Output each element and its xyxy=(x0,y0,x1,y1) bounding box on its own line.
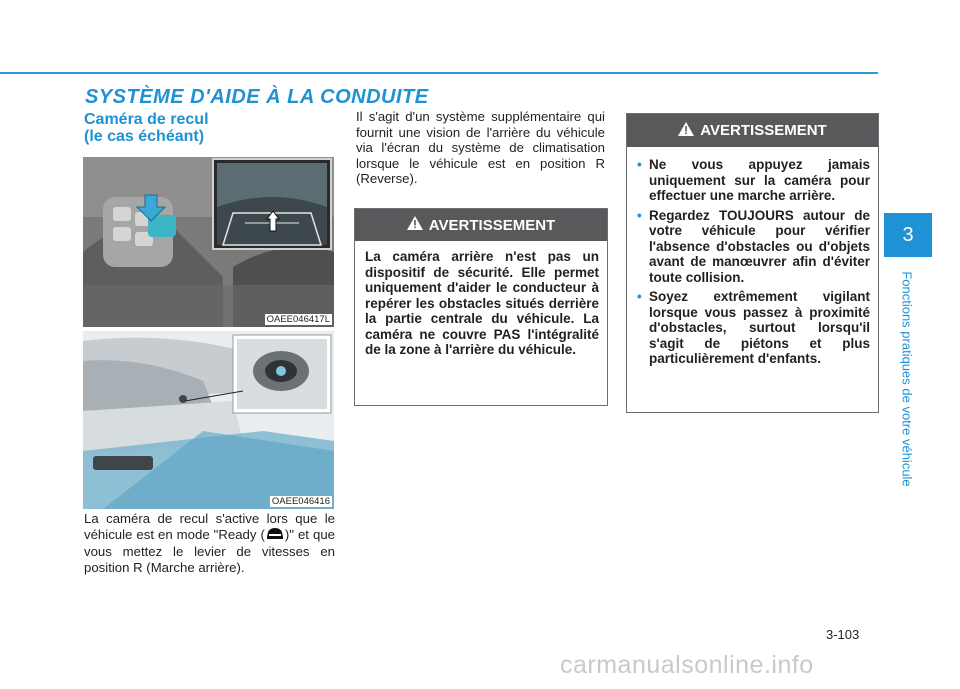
warning-text-1: La caméra arrière n'est pas un dispositif de sécurité. Elle permet uniquement d'aider le conducteur à repérer les obstacles situés derrière la partie centrale du véhicule. La caméra ne couvre PAS l'intégralité de la zone à l'arrière du véhicule. xyxy=(365,249,599,357)
warning-triangle-icon xyxy=(678,122,694,140)
photo2-caption: OAEE046416 xyxy=(271,496,330,507)
bullet-icon: • xyxy=(637,207,642,223)
warning-list-2 xyxy=(627,147,878,377)
rear-camera-illustration xyxy=(83,331,334,509)
section-title: SYSTÈME D'AIDE À LA CONDUITE xyxy=(85,86,429,108)
header-rule xyxy=(0,72,878,74)
car-ready-icon xyxy=(265,527,285,545)
warning-triangle-icon xyxy=(407,216,423,234)
description-text-start: La caméra de recul s'active lors que le véhicule est en mode "Ready ( xyxy=(84,511,335,542)
bullet-icon: • xyxy=(637,157,642,172)
warning-box-2 xyxy=(626,113,879,413)
watermark: carmanualsonline.info xyxy=(560,651,814,679)
list-item: • Ne vous appuyez jamais uniquement sur la caméra pour effectuer une marche arrière. xyxy=(637,157,870,203)
gear-lever-photo xyxy=(83,157,334,327)
list-item: • Regardez TOUJOURS autour de votre véhicule pour vérifier l'absence d'obstacles ou d'objets avant de manœuvrer afin d'éviter toute collision. xyxy=(637,207,870,285)
chapter-title-text: Fonctions pratiques de votre véhicule xyxy=(899,271,915,487)
gear-lever-illustration xyxy=(83,157,334,327)
chapter-title xyxy=(896,257,918,501)
warning-header-1 xyxy=(355,209,607,241)
list-item: • Soyez extrêmement vigilant lorsque vous passez à proximité d'obstacles, surtout lorsqu'il s'agit de piétons et plus particulièrement d'enfants. xyxy=(637,289,870,366)
subsection-title-line1: Caméra de recul xyxy=(84,111,209,128)
bullet-icon: • xyxy=(637,289,642,304)
subsection-title-line2: (le cas échéant) xyxy=(84,128,205,145)
warning-header-2 xyxy=(627,114,878,147)
rear-camera-photo xyxy=(83,331,334,509)
warning-box-1 xyxy=(354,208,608,406)
system-description: Il s'agit d'un système supplémentaire qui fournit une vision de l'arrière du véhicule via l'écran du système de climatisation lorsque le véhicule est en position R (Reverse). xyxy=(356,109,605,186)
warning-title-2: AVERTISSEMENT xyxy=(700,122,827,139)
photo1-caption: OAEE046417L xyxy=(266,314,330,325)
rear-camera-description xyxy=(84,511,335,575)
page-number: 3-103 xyxy=(826,627,860,642)
subsection-title xyxy=(84,111,209,145)
chapter-tab: 3 xyxy=(884,213,932,257)
description-text-end: )" et que vous mettez le levier de vitesses en position R (Marche arrière). xyxy=(84,526,335,575)
warning-title-1: AVERTISSEMENT xyxy=(428,216,556,234)
